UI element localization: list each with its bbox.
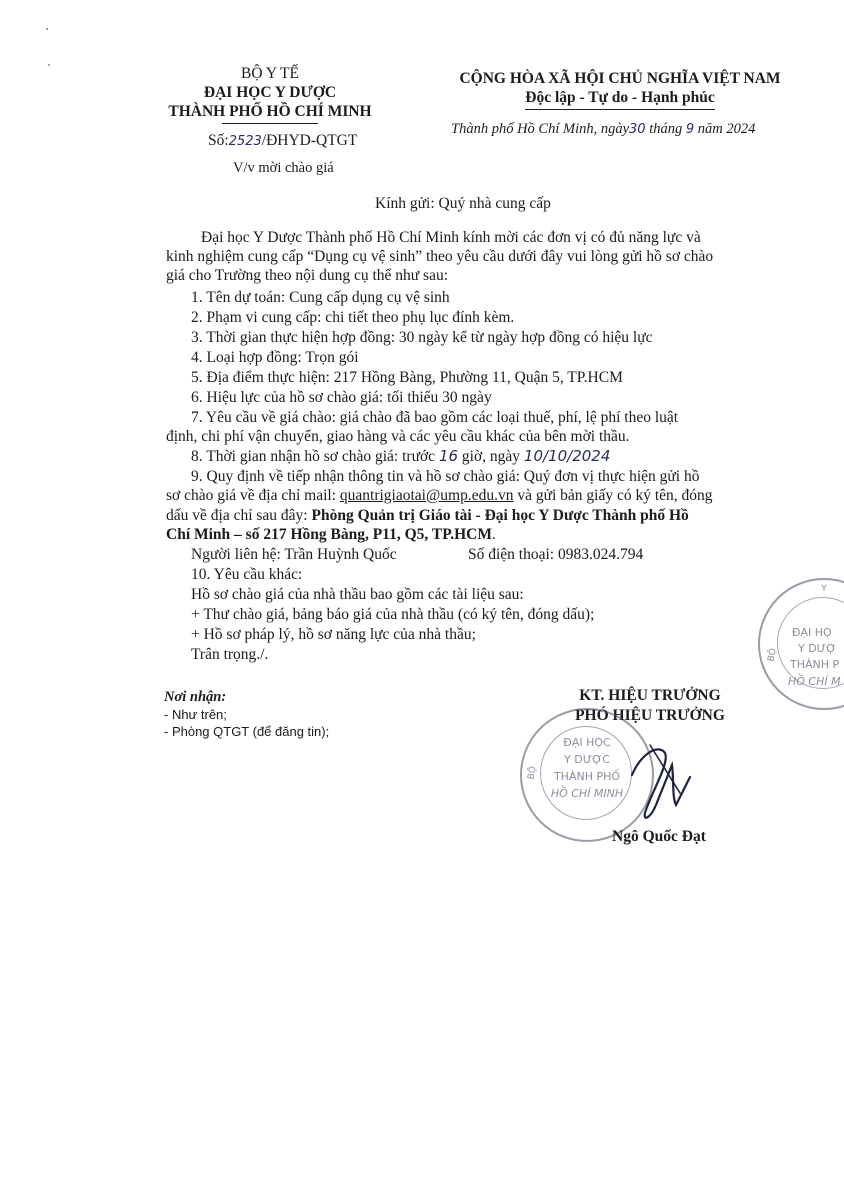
date-day-handwritten: 30	[629, 122, 646, 137]
handwritten-signature	[610, 735, 700, 830]
nation-title: CỘNG HÒA XÃ HỘI CHỦ NGHĨA VIỆT NAM	[459, 70, 781, 87]
date-prefix: Thành phố Hồ Chí Minh, ngày	[451, 121, 630, 137]
recipient-2: - Phòng QTGT (để đăng tin);	[164, 724, 330, 739]
item-1: 1. Tên dự toán: Cung cấp dụng cụ vệ sinh	[191, 289, 450, 306]
side-stamp-line-1: ĐẠI HỌ	[792, 626, 832, 639]
item-10-doc-b: + Hồ sơ pháp lý, hồ sơ năng lực của nhà thầu;	[191, 626, 476, 643]
university-name-line1: ĐẠI HỌC Y DƯỢC	[203, 84, 337, 101]
side-stamp-line-2: Y DƯỢ	[798, 642, 837, 655]
document-number-handwritten: 2523	[228, 134, 262, 149]
closing-text: Trân trọng./.	[191, 646, 269, 663]
signature-title-2: PHÓ HIỆU TRƯỞNG	[575, 707, 725, 724]
stamp-side: BỘ	[526, 765, 539, 781]
recipients	[164, 688, 329, 740]
item-10-docs: Hồ sơ chào giá của nhà thầu bao gồm các tài liệu sau:	[191, 586, 524, 603]
item-9-address-bold: Phòng Quản trị Giáo tài - Đại học Y Dược Thành phố Hồ	[311, 507, 689, 524]
side-stamp-top: Y	[821, 584, 827, 594]
stamp-line-3: THÀNH PHỐ	[553, 770, 621, 783]
item-10: 10. Yêu cầu khác:	[191, 566, 303, 583]
item-7-line-2: định, chi phí vận chuyển, giao hàng và các yêu cầu khác của bên mời thầu.	[166, 428, 630, 445]
item-4: 4. Loại hợp đồng: Trọn gói	[191, 349, 359, 366]
signature-title-1: KT. HIỆU TRƯỞNG	[579, 687, 721, 704]
intro-line-2: kinh nghiệm cung cấp “Dụng cụ vệ sinh” theo yêu cầu dưới đây vui lòng gửi hồ sơ chào	[166, 248, 714, 265]
ministry-name: BỘ Y TẾ	[241, 65, 299, 82]
item-7-line-1: 7. Yêu cầu về giá chào: giá chào đã bao gồm các loại thuế, phí, lệ phí theo luật	[191, 409, 679, 426]
item-8	[191, 447, 610, 467]
item-5: 5. Địa điểm thực hiện: 217 Hồng Bàng, Phường 11, Quận 5, TP.HCM	[191, 369, 623, 386]
item-9-address-end: .	[492, 526, 496, 543]
document-number-prefix: Số:	[208, 132, 229, 149]
contact-email-link[interactable]: quantrigiaotai@ump.edu.vn	[339, 487, 514, 504]
stamp-line-4: HỒ CHÍ MINH	[550, 787, 624, 800]
intro-line-1: Đại học Y Dược Thành phố Hồ Chí Minh kính mời các đơn vị có đủ năng lực và	[201, 229, 701, 246]
item-8-date-handwritten: 10/10/2024	[523, 447, 611, 465]
recipients-title: Nơi nhận:	[164, 689, 227, 705]
document-subject: V/v mời chào giá	[233, 160, 334, 176]
item-6: 6. Hiệu lực của hồ sơ chào giá: tối thiểu 30 ngày	[191, 389, 492, 406]
date-year: năm 2024	[697, 121, 756, 137]
side-stamp-line-4: HỒ CHÍ M	[788, 675, 841, 688]
header-left	[165, 64, 375, 121]
recipient-1: - Như trên;	[164, 707, 227, 722]
item-10-doc-a: + Thư chào giá, bảng báo giá của nhà thầu (có ký tên, đóng dấu);	[191, 606, 595, 623]
motto-underline	[525, 109, 715, 110]
date-month-handwritten: 9	[685, 122, 695, 137]
scan-speck-1	[46, 28, 48, 30]
stamp-line-2: Y DƯỢC	[564, 753, 610, 766]
item-9-line-4	[166, 525, 496, 545]
side-stamp-line-3: THÀNH P	[790, 658, 840, 671]
document-number	[208, 132, 357, 150]
stamp-line-1: ĐẠI HỌC	[563, 736, 611, 749]
salutation: Kính gửi: Quý nhà cung cấp	[375, 195, 551, 212]
contact-phone: Số điện thoại: 0983.024.794	[468, 546, 644, 563]
header-left-underline	[222, 123, 318, 124]
contact-person: Người liên hệ: Trần Huỳnh Quốc	[191, 546, 397, 563]
document-date	[451, 121, 755, 138]
item-9-address-bold-2: Chí Minh – số 217 Hồng Bàng, P11, Q5, TP.HCM	[166, 526, 492, 543]
side-stamp	[758, 578, 844, 710]
item-9-address-prefix: dấu về địa chỉ sau đây:	[166, 507, 308, 524]
item-8-mid: giờ, ngày	[461, 448, 521, 465]
item-9-line-2	[166, 486, 713, 506]
university-name-line2: THÀNH PHỐ HỒ CHÍ MINH	[168, 103, 372, 120]
date-month-label: tháng	[649, 121, 683, 137]
item-8-hour-handwritten: 16	[438, 447, 459, 465]
side-stamp-side: BỘ	[766, 647, 779, 663]
scan-speck-2	[48, 64, 50, 66]
item-8-prefix: 8. Thời gian nhận hồ sơ chào giá: trước	[191, 448, 436, 465]
document-number-suffix: /ĐHYD-QTGT	[261, 132, 358, 149]
item-9-line-3	[166, 506, 689, 526]
nation-motto: Độc lập - Tự do - Hạnh phúc	[525, 89, 715, 106]
intro-line-3: giá cho Trường theo nội dung cụ thể như sau:	[166, 267, 449, 284]
signer-name: Ngô Quốc Đạt	[612, 828, 706, 845]
item-9-email-suffix: và gửi bản giấy có ký tên, đóng	[517, 487, 713, 504]
item-9-line-1: 9. Quy định về tiếp nhận thông tin và hồ sơ chào giá: Quý đơn vị thực hiện gửi hồ	[191, 468, 700, 485]
item-9-email-prefix: sơ chào giá về địa chỉ mail:	[166, 487, 337, 504]
item-2: 2. Phạm vi cung cấp: chi tiết theo phụ lục đính kèm.	[191, 309, 515, 326]
item-3: 3. Thời gian thực hiện hợp đồng: 30 ngày kể từ ngày hợp đồng có hiệu lực	[191, 329, 653, 346]
